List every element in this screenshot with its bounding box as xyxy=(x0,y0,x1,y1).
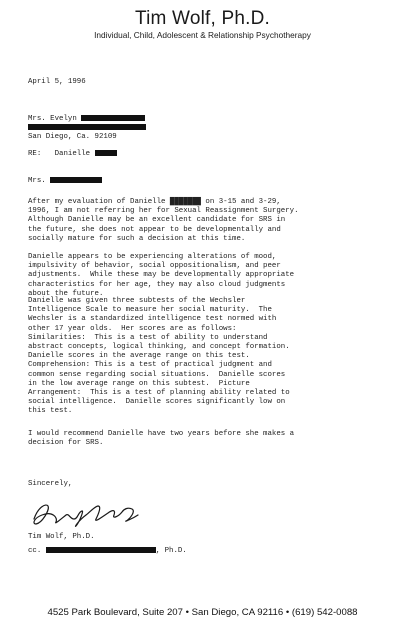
subject-label: RE: xyxy=(28,150,42,158)
paragraph-line: I would recommend Danielle have two years before she makes a xyxy=(28,430,295,438)
handwritten-signature xyxy=(28,497,158,529)
paragraph-line: about the future. xyxy=(28,289,104,298)
redaction-bar xyxy=(28,124,146,130)
subject-line xyxy=(28,150,388,159)
cc-suffix: , Ph.D. xyxy=(155,547,187,555)
recipient-street-line xyxy=(28,124,388,133)
paragraph-line: decision for SRS. xyxy=(28,439,104,448)
paragraph-line: After my evaluation of Danielle ███████ on 3-15 and 3-29, xyxy=(28,198,281,206)
paragraph-line: impulsivity of behavior, social oppositionalism, and peer xyxy=(28,262,281,271)
paragraph-line: Although Danielle may be an excellent candidate for SRS in xyxy=(28,216,286,225)
paragraph-line: 1996, I am not referring her for Sexual Reassignment Surgery. xyxy=(28,207,299,216)
letterhead-name: Tim Wolf, Ph.D. xyxy=(135,8,270,29)
cc-line xyxy=(28,547,388,556)
paragraph-line: the future, she does not appear to be developmentally and xyxy=(28,225,281,234)
paragraph-test-results xyxy=(28,297,388,416)
paragraph-line: this test. xyxy=(28,407,73,416)
paragraph-line: Similarities: This is a test of ability to understand xyxy=(28,333,268,342)
redaction-bar xyxy=(81,115,145,121)
paragraph-line: abstract concepts, logical thinking, and concept formation. xyxy=(28,342,290,351)
letter-date: April 5, 1996 xyxy=(28,78,86,86)
recipient-name-prefix: Mrs. Evelyn xyxy=(28,115,77,123)
paragraph-line: Danielle scores in the average range on this test. xyxy=(28,352,250,361)
paragraph-line: adjustments. While these may be developmentally appropriate xyxy=(28,271,295,280)
redaction-bar xyxy=(95,150,117,156)
paragraph-line: characteristics for her age, they may also cloud judgments xyxy=(28,280,286,289)
paragraph-decision xyxy=(28,198,388,244)
paragraph-line: in the low average range on this subtest. Picture xyxy=(28,379,250,388)
redaction-bar xyxy=(50,177,102,183)
subject-name: Danielle xyxy=(54,150,91,158)
paragraph-line: common sense regarding social situations. Danielle scores xyxy=(28,370,286,379)
paragraph-line: Danielle was given three subtests of the Wechsler xyxy=(28,297,246,305)
signer-name: Tim Wolf, Ph.D. xyxy=(28,533,95,541)
paragraph-line: social intelligence. Danielle scores significantly low on xyxy=(28,398,286,407)
paragraph-line: socially mature for such a decision at this time. xyxy=(28,234,246,243)
paragraph-line: Wechsler is a standardized intelligence test normed with xyxy=(28,315,277,324)
letterhead-tagline: Individual, Child, Adolescent & Relationship Psychotherapy xyxy=(94,30,311,40)
redaction-bar xyxy=(46,547,156,553)
letterhead-footer: 4525 Park Boulevard, Suite 207 • San Diego, CA 92116 • (619) 542-0088 xyxy=(47,607,358,618)
salutation: Mrs. xyxy=(28,177,46,185)
paragraph-line: Comprehension: This is a test of practical judgment and xyxy=(28,361,272,370)
closing: Sincerely, xyxy=(28,480,73,488)
paragraph-observations xyxy=(28,253,388,299)
recipient-name-line xyxy=(28,115,388,124)
paragraph-line: other 17 year olds. Her scores are as follows: xyxy=(28,324,237,333)
paragraph-line: Intelligence Scale to measure her social maturity. The xyxy=(28,306,272,315)
paragraph-recommendation xyxy=(28,430,388,448)
salutation-line xyxy=(28,177,388,186)
paragraph-line: Danielle appears to be experiencing alterations of mood, xyxy=(28,253,277,261)
cc-prefix: cc. xyxy=(28,547,42,555)
paragraph-line: Arrangement: This is a test of planning ability related to xyxy=(28,388,290,397)
recipient-city-line: San Diego, Ca. 92109 xyxy=(28,133,117,141)
